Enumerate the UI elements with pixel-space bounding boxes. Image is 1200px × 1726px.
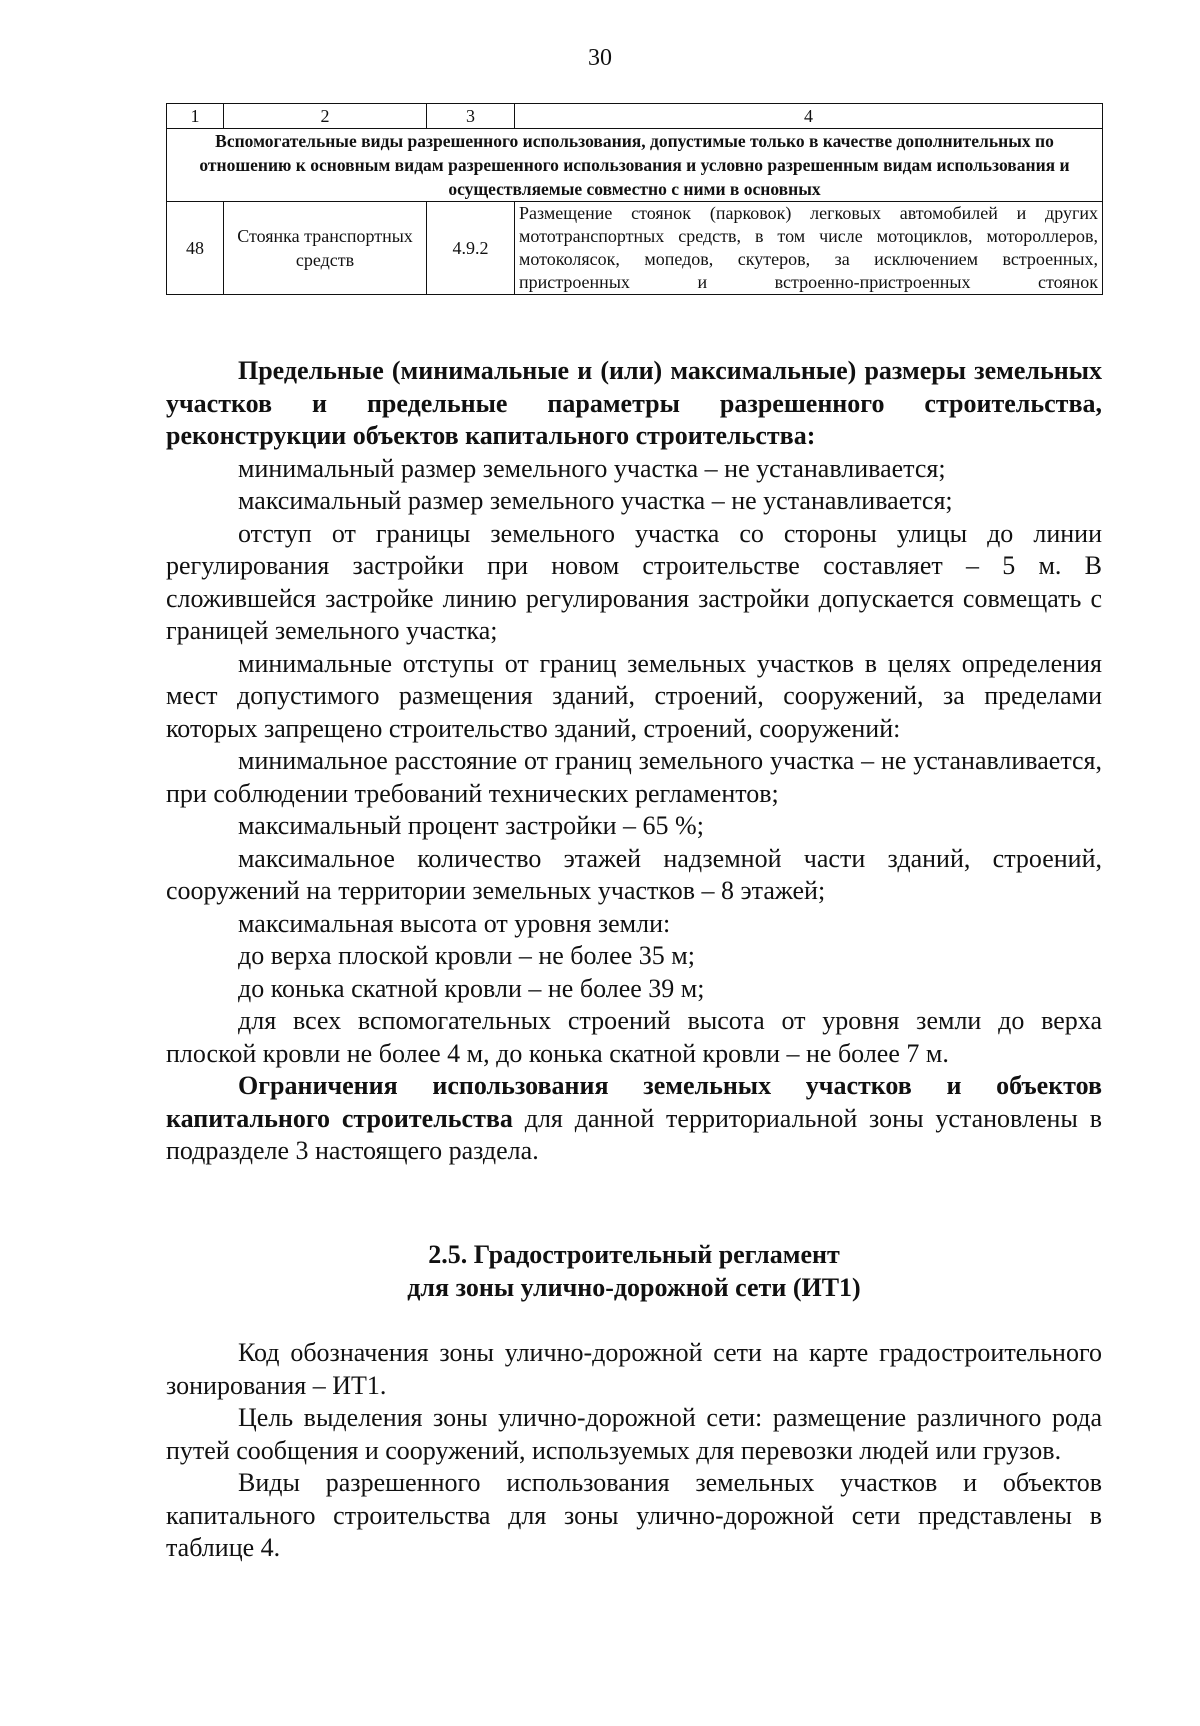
section-subtitle: для зоны улично-дорожной сети (ИТ1): [407, 1272, 861, 1302]
table-header-row: [167, 104, 1103, 129]
restrictions-bold: Ограничения использования земельных участков и объектов капитального строительства: [166, 1071, 1102, 1133]
restrictions-paragraph: [166, 1070, 1102, 1168]
row-use-name: Стоянка транспортных средств: [224, 202, 427, 295]
limit-item: максимальное количество этажей надземной части зданий, строений, сооружений на территории земельных участков – 8 этажей;: [166, 843, 1102, 905]
row-number: 48: [167, 202, 224, 295]
limit-item: максимальный процент застройки – 65 %;: [238, 811, 704, 840]
row-use-code: 4.9.2: [427, 202, 515, 295]
limit-item: до верха плоской кровли – не более 35 м;: [238, 941, 695, 970]
limit-item: максимальный размер земельного участка – не устанавливается;: [238, 486, 953, 515]
table-section-title: Вспомогательные виды разрешенного использования, допустимые только в качестве дополнительных по отношению к основным видам разрешенного использования и условно разрешенным видам использования и осуществляемые совместно с ними в основных: [199, 131, 1070, 199]
section-title-block: [166, 1239, 1102, 1304]
section-paragraph: Код обозначения зоны улично-дорожной сети на карте градостроительного зонирования – ИТ1.: [166, 1338, 1102, 1400]
limit-item: отступ от границы земельного участка со стороны улицы до линии регулирования застройки при новом строительстве составляет – 5 м. В сложившейся застройке линию регулирования застройки допускается совмещать с границей земельного участка;: [166, 518, 1102, 645]
limits-heading: Предельные (минимальные и (или) максимальные) размеры земельных участков и предельные параметры разрешенного строительства, реконструкции объектов капитального строительства:: [166, 356, 1102, 450]
permitted-use-table: [166, 103, 1103, 295]
limit-item: для всех вспомогательных строений высота от уровня земли до верха плоской кровли не более 4 м, до конька скатной кровли – не более 7 м.: [166, 1006, 1102, 1068]
column-header-4: 4: [515, 104, 1103, 129]
section-body: [166, 1337, 1102, 1565]
limit-item: до конька скатной кровли – не более 39 м;: [238, 973, 705, 1003]
table-section-row: [167, 129, 1103, 202]
limits-block: [166, 355, 1102, 1168]
section-paragraph: Цель выделения зоны улично-дорожной сети: размещение различного рода путей сообщения и сооружений, используемых для перевозки людей или грузов.: [166, 1403, 1102, 1465]
page-number: 30: [588, 45, 612, 71]
column-header-2: 2: [224, 104, 427, 129]
limit-item: минимальное расстояние от границ земельного участка – не устанавливается, при соблюдении требований технических регламентов;: [166, 746, 1102, 808]
table-row: [167, 202, 1103, 295]
limit-item: минимальный размер земельного участка – не устанавливается;: [238, 453, 946, 483]
limit-item: максимальная высота от уровня земли:: [238, 908, 671, 938]
restrictions-text: для данной территориальной зоны установлены в подразделе 3 настоящего раздела.: [166, 1103, 1102, 1165]
row-use-description: Размещение стоянок (парковок) легковых автомобилей и других мототранспортных средств, в том числе мотоциклов, мотороллеров, мотоколясок, мопедов, скутеров, за исключением встроенных, пристроенных и встроенно-пристроенных стоянок: [515, 202, 1103, 295]
column-header-3: 3: [427, 104, 515, 129]
section-paragraph: Виды разрешенного использования земельных участков и объектов капитального строительства для зоны улично-дорожной сети представлены в таблице 4.: [166, 1468, 1102, 1562]
column-header-1: 1: [167, 104, 224, 129]
limit-item: минимальные отступы от границ земельных участков в целях определения мест допустимого размещения зданий, строений, сооружений, за пределами которых запрещено строительство зданий, строений, сооружений:: [166, 648, 1102, 743]
section-title: 2.5. Градостроительный регламент: [428, 1240, 840, 1269]
